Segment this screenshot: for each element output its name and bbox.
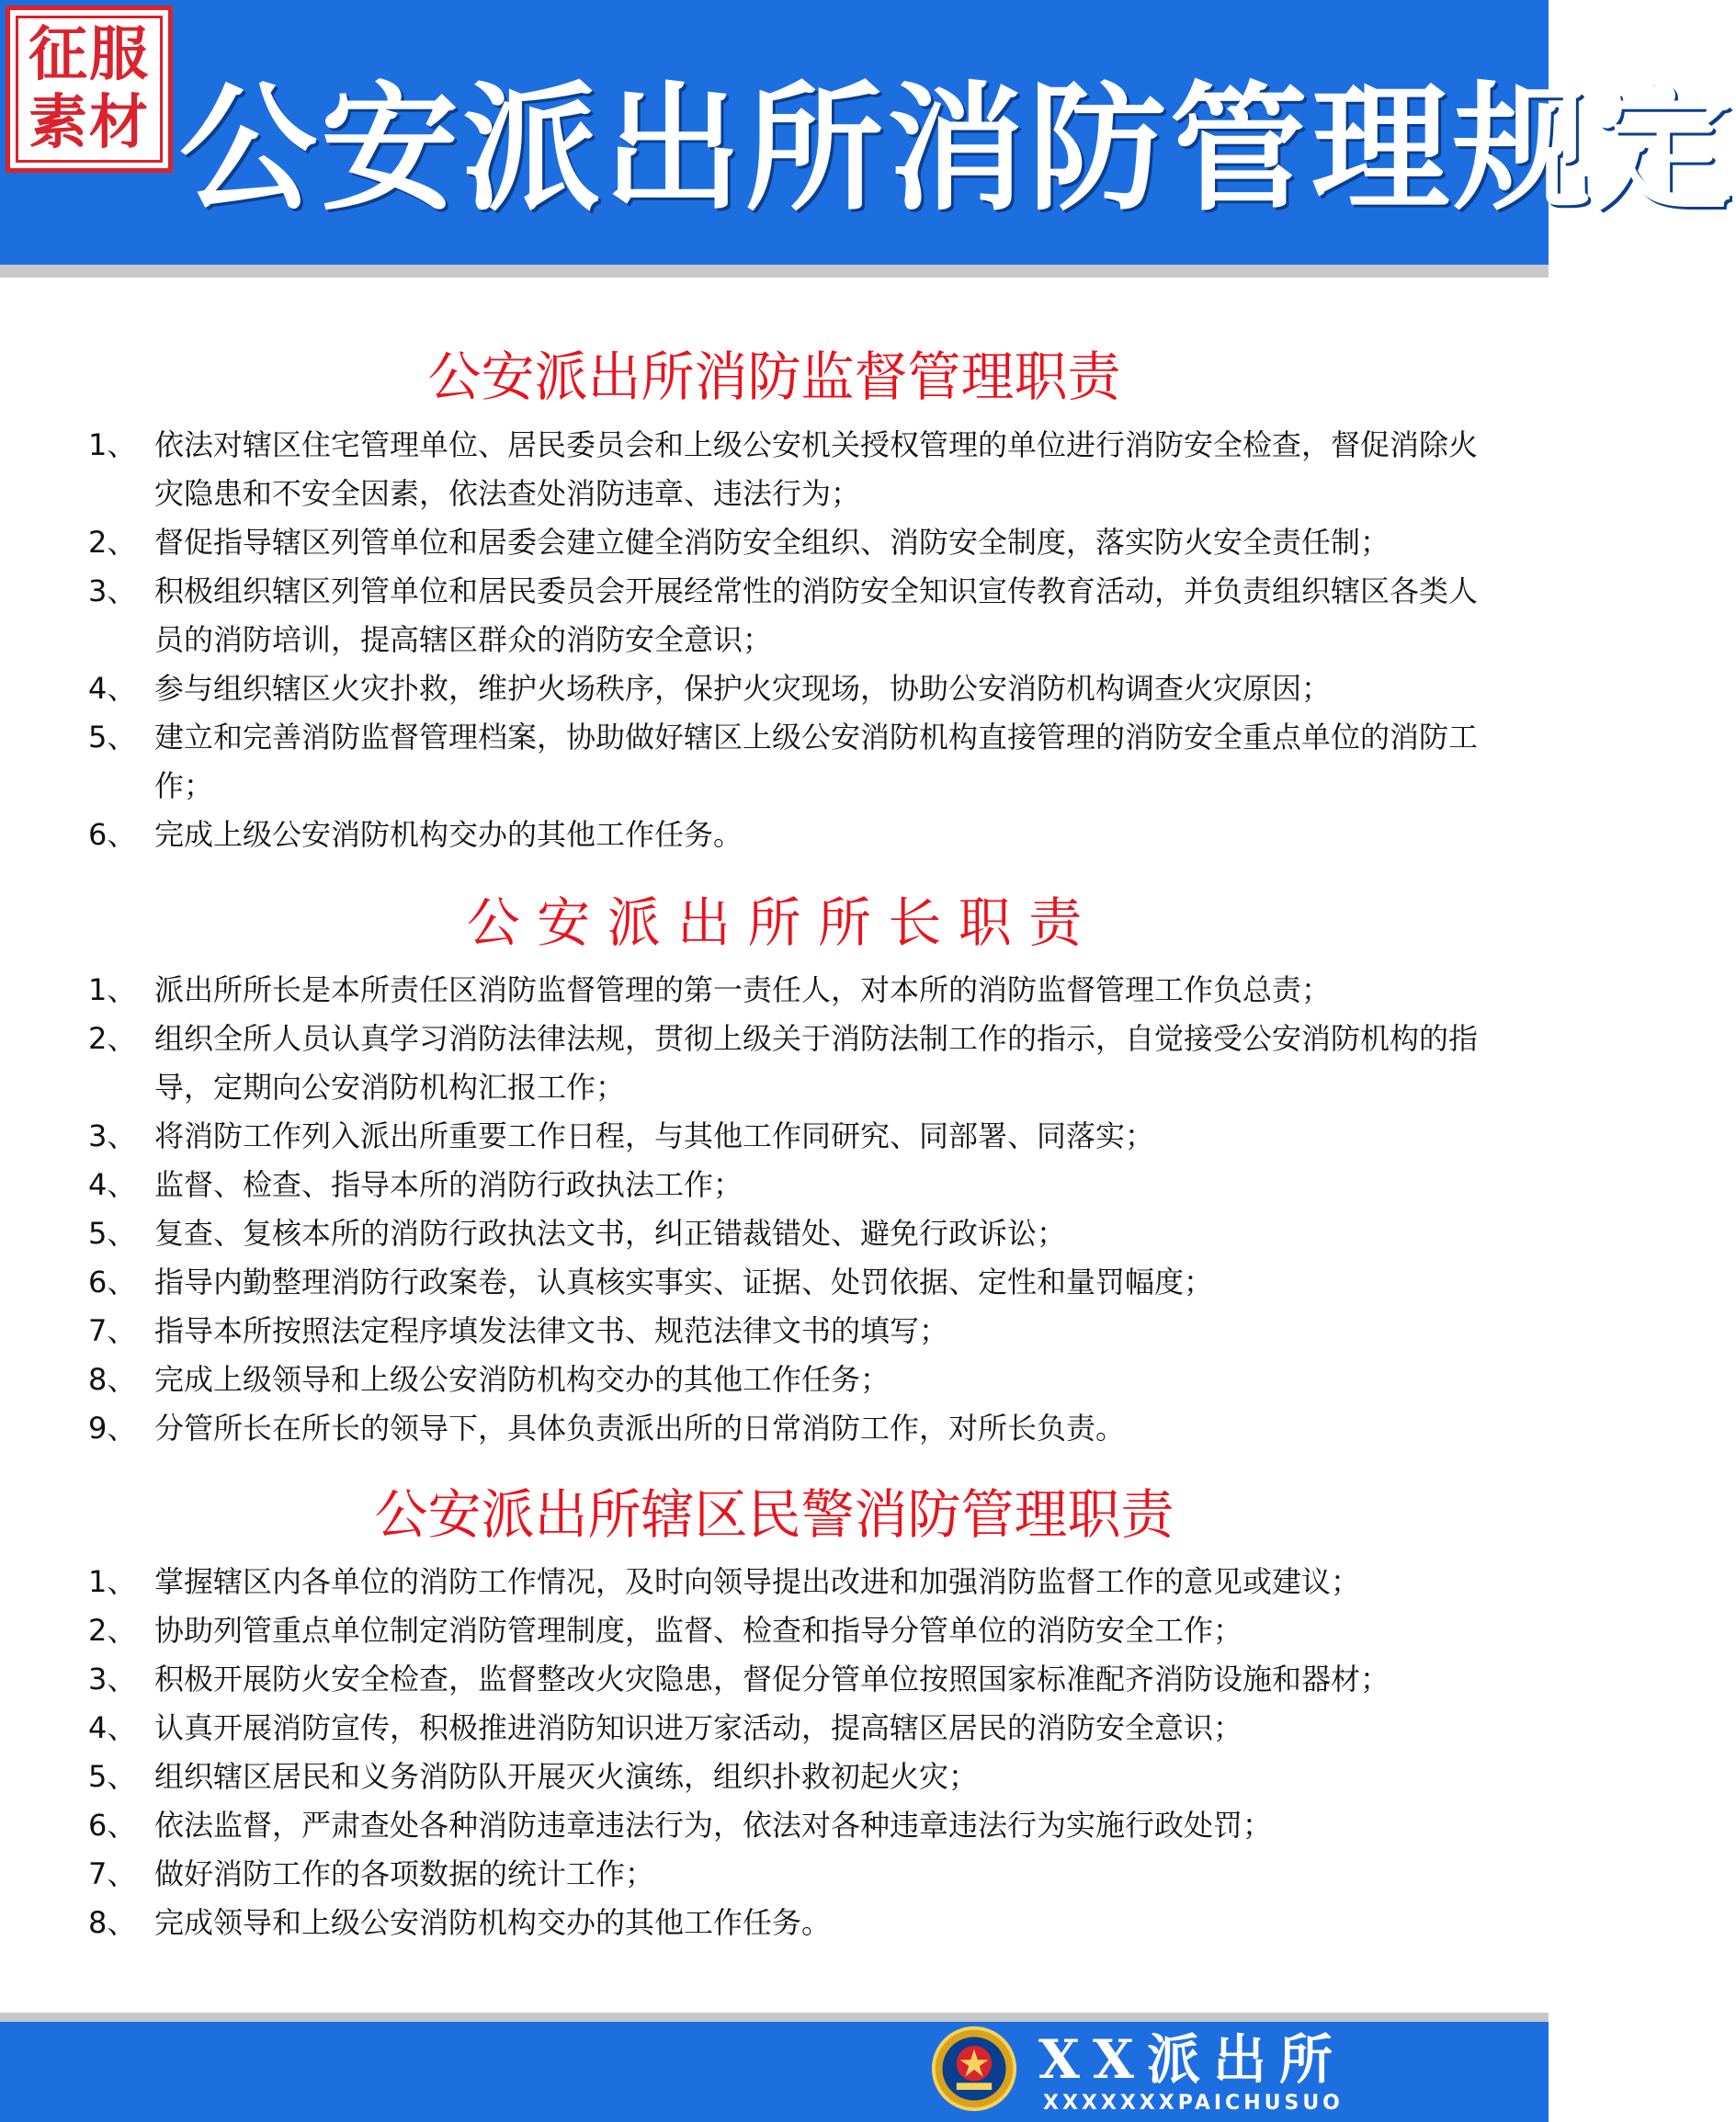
item-number: 4、 <box>88 1710 137 1745</box>
list-item <box>0 1112 1549 1161</box>
item-text: 指导本所按照法定程序填发法律文书、规范法律文书的填写； <box>154 1313 949 1348</box>
section-list-director <box>0 966 1549 1453</box>
item-number: 1、 <box>88 427 137 462</box>
list-item <box>0 1161 1549 1209</box>
item-number: 6、 <box>88 817 137 852</box>
list-item <box>0 713 1549 811</box>
item-number: 9、 <box>88 1411 137 1446</box>
item-number: 2、 <box>88 1613 137 1648</box>
item-number: 5、 <box>88 720 137 755</box>
list-item <box>0 1558 1549 1606</box>
list-item <box>0 1209 1549 1258</box>
list-item <box>0 1899 1549 1947</box>
list-item <box>0 811 1549 859</box>
item-text: 完成领导和上级公安消防机构交办的其他工作任务。 <box>154 1905 832 1940</box>
item-number: 7、 <box>88 1313 137 1348</box>
section-heading-supervision: 公安派出所消防监督管理职责 <box>427 346 1121 408</box>
item-number: 4、 <box>88 1167 137 1202</box>
item-text: 分管所长在所长的领导下，具体负责派出所的日常消防工作，对所长负责。 <box>154 1411 1126 1446</box>
list-item <box>0 1258 1549 1307</box>
item-text: 掌握辖区内各单位的消防工作情况，及时向领导提出改进和加强消防监督工作的意见或建议； <box>154 1564 1361 1599</box>
list-item <box>0 518 1549 567</box>
list-item <box>0 1404 1549 1453</box>
item-text: 建立和完善消防监督管理档案，协助做好辖区上级公安消防机构直接管理的消防安全重点单位的消防工作； <box>154 720 1479 803</box>
item-text: 督促指导辖区列管单位和居委会建立健全消防安全组织、消防安全制度，落实防火安全责任制； <box>154 525 1390 560</box>
header-divider <box>0 265 1549 278</box>
item-text: 组织全所人员认真学习消防法律法规，贯彻上级关于消防法制工作的指示，自觉接受公安消防机构的指导，定期向公安消防机构汇报工作； <box>154 1021 1479 1105</box>
footer-station-name: XX派出所 <box>1038 2028 1346 2091</box>
item-number: 5、 <box>88 1759 137 1794</box>
list-item <box>0 567 1549 664</box>
item-number: 8、 <box>88 1362 137 1397</box>
item-text: 依法监督，严肃查处各种消防违章违法行为，依法对各种违章违法行为实施行政处罚； <box>154 1808 1273 1843</box>
item-number: 3、 <box>88 1662 137 1696</box>
item-text: 依法对辖区住宅管理单位、居民委员会和上级公安机关授权管理的单位进行消防安全检查，督促消除火灾隐患和不安全因素，依法查处消防违章、违法行为； <box>154 427 1479 511</box>
stamp-line-1: 征服 <box>28 21 150 89</box>
list-item <box>0 1356 1549 1404</box>
list-item <box>0 966 1549 1015</box>
item-text: 完成上级公安消防机构交办的其他工作任务。 <box>154 817 743 852</box>
list-item <box>0 421 1549 518</box>
section-list-officer <box>0 1558 1549 1947</box>
item-number: 8、 <box>88 1905 137 1940</box>
page-title: 公安派出所消防管理规定 <box>179 70 1736 230</box>
item-number: 1、 <box>88 1564 137 1599</box>
section-heading-director: 公 安 派 出 所 所 长 职 责 <box>466 891 1083 954</box>
item-text: 指导内勤整理消防行政案卷，认真核实事实、证据、处罚依据、定性和量罚幅度； <box>154 1265 1214 1299</box>
item-text: 协助列管重点单位制定消防管理制度，监督、检查和指导分管单位的消防安全工作； <box>154 1613 1243 1648</box>
list-item <box>0 1606 1549 1655</box>
list-item <box>0 1015 1549 1112</box>
list-item <box>0 1704 1549 1753</box>
item-number: 2、 <box>88 525 137 560</box>
item-number: 3、 <box>88 1118 137 1153</box>
footer-station-pinyin: XXXXXXXPAICHUSUO <box>1043 2092 1344 2115</box>
list-item <box>0 1307 1549 1356</box>
item-number: 3、 <box>88 573 137 608</box>
police-emblem-icon <box>930 2025 1018 2113</box>
stamp-line-2: 素材 <box>28 89 150 157</box>
item-text: 完成上级领导和上级公安消防机构交办的其他工作任务； <box>154 1362 891 1397</box>
item-text: 积极开展防火安全检查，监督整改火灾隐患，督促分管单位按照国家标准配齐消防设施和器材； <box>154 1662 1390 1696</box>
item-number: 2、 <box>88 1021 137 1056</box>
list-item <box>0 1850 1549 1899</box>
list-item <box>0 1655 1549 1704</box>
item-text: 积极组织辖区列管单位和居民委员会开展经常性的消防安全知识宣传教育活动，并负责组织辖区各类人员的消防培训，提高辖区群众的消防安全意识； <box>154 573 1479 657</box>
section-list-supervision <box>0 421 1549 859</box>
item-text: 监督、检查、指导本所的消防行政执法工作； <box>154 1167 743 1202</box>
item-number: 4、 <box>88 671 137 706</box>
list-item <box>0 1753 1549 1801</box>
item-number: 7、 <box>88 1856 137 1891</box>
item-number: 1、 <box>88 972 137 1007</box>
item-number: 5、 <box>88 1216 137 1251</box>
section-heading-officer: 公安派出所辖区民警消防管理职责 <box>374 1483 1174 1546</box>
item-number: 6、 <box>88 1808 137 1843</box>
item-text: 派出所所长是本所责任区消防监督管理的第一责任人，对本所的消防监督管理工作负总责； <box>154 972 1332 1007</box>
item-text: 将消防工作列入派出所重要工作日程，与其他工作同研究、同部署、同落实； <box>154 1118 1155 1153</box>
list-item <box>0 1801 1549 1850</box>
item-text: 复查、复核本所的消防行政执法文书，纠正错裁错处、避免行政诉讼； <box>154 1216 1067 1251</box>
item-number: 6、 <box>88 1265 137 1299</box>
watermark-stamp <box>6 6 173 173</box>
item-text: 认真开展消防宣传，积极推进消防知识进万家活动，提高辖区居民的消防安全意识； <box>154 1710 1243 1745</box>
list-item <box>0 664 1549 713</box>
item-text: 参与组织辖区火灾扑救，维护火场秩序，保护火灾现场，协助公安消防机构调查火灾原因； <box>154 671 1332 706</box>
item-text: 做好消防工作的各项数据的统计工作； <box>154 1856 655 1891</box>
item-text: 组织辖区居民和义务消防队开展灭火演练，组织扑救初起火灾； <box>154 1759 979 1794</box>
